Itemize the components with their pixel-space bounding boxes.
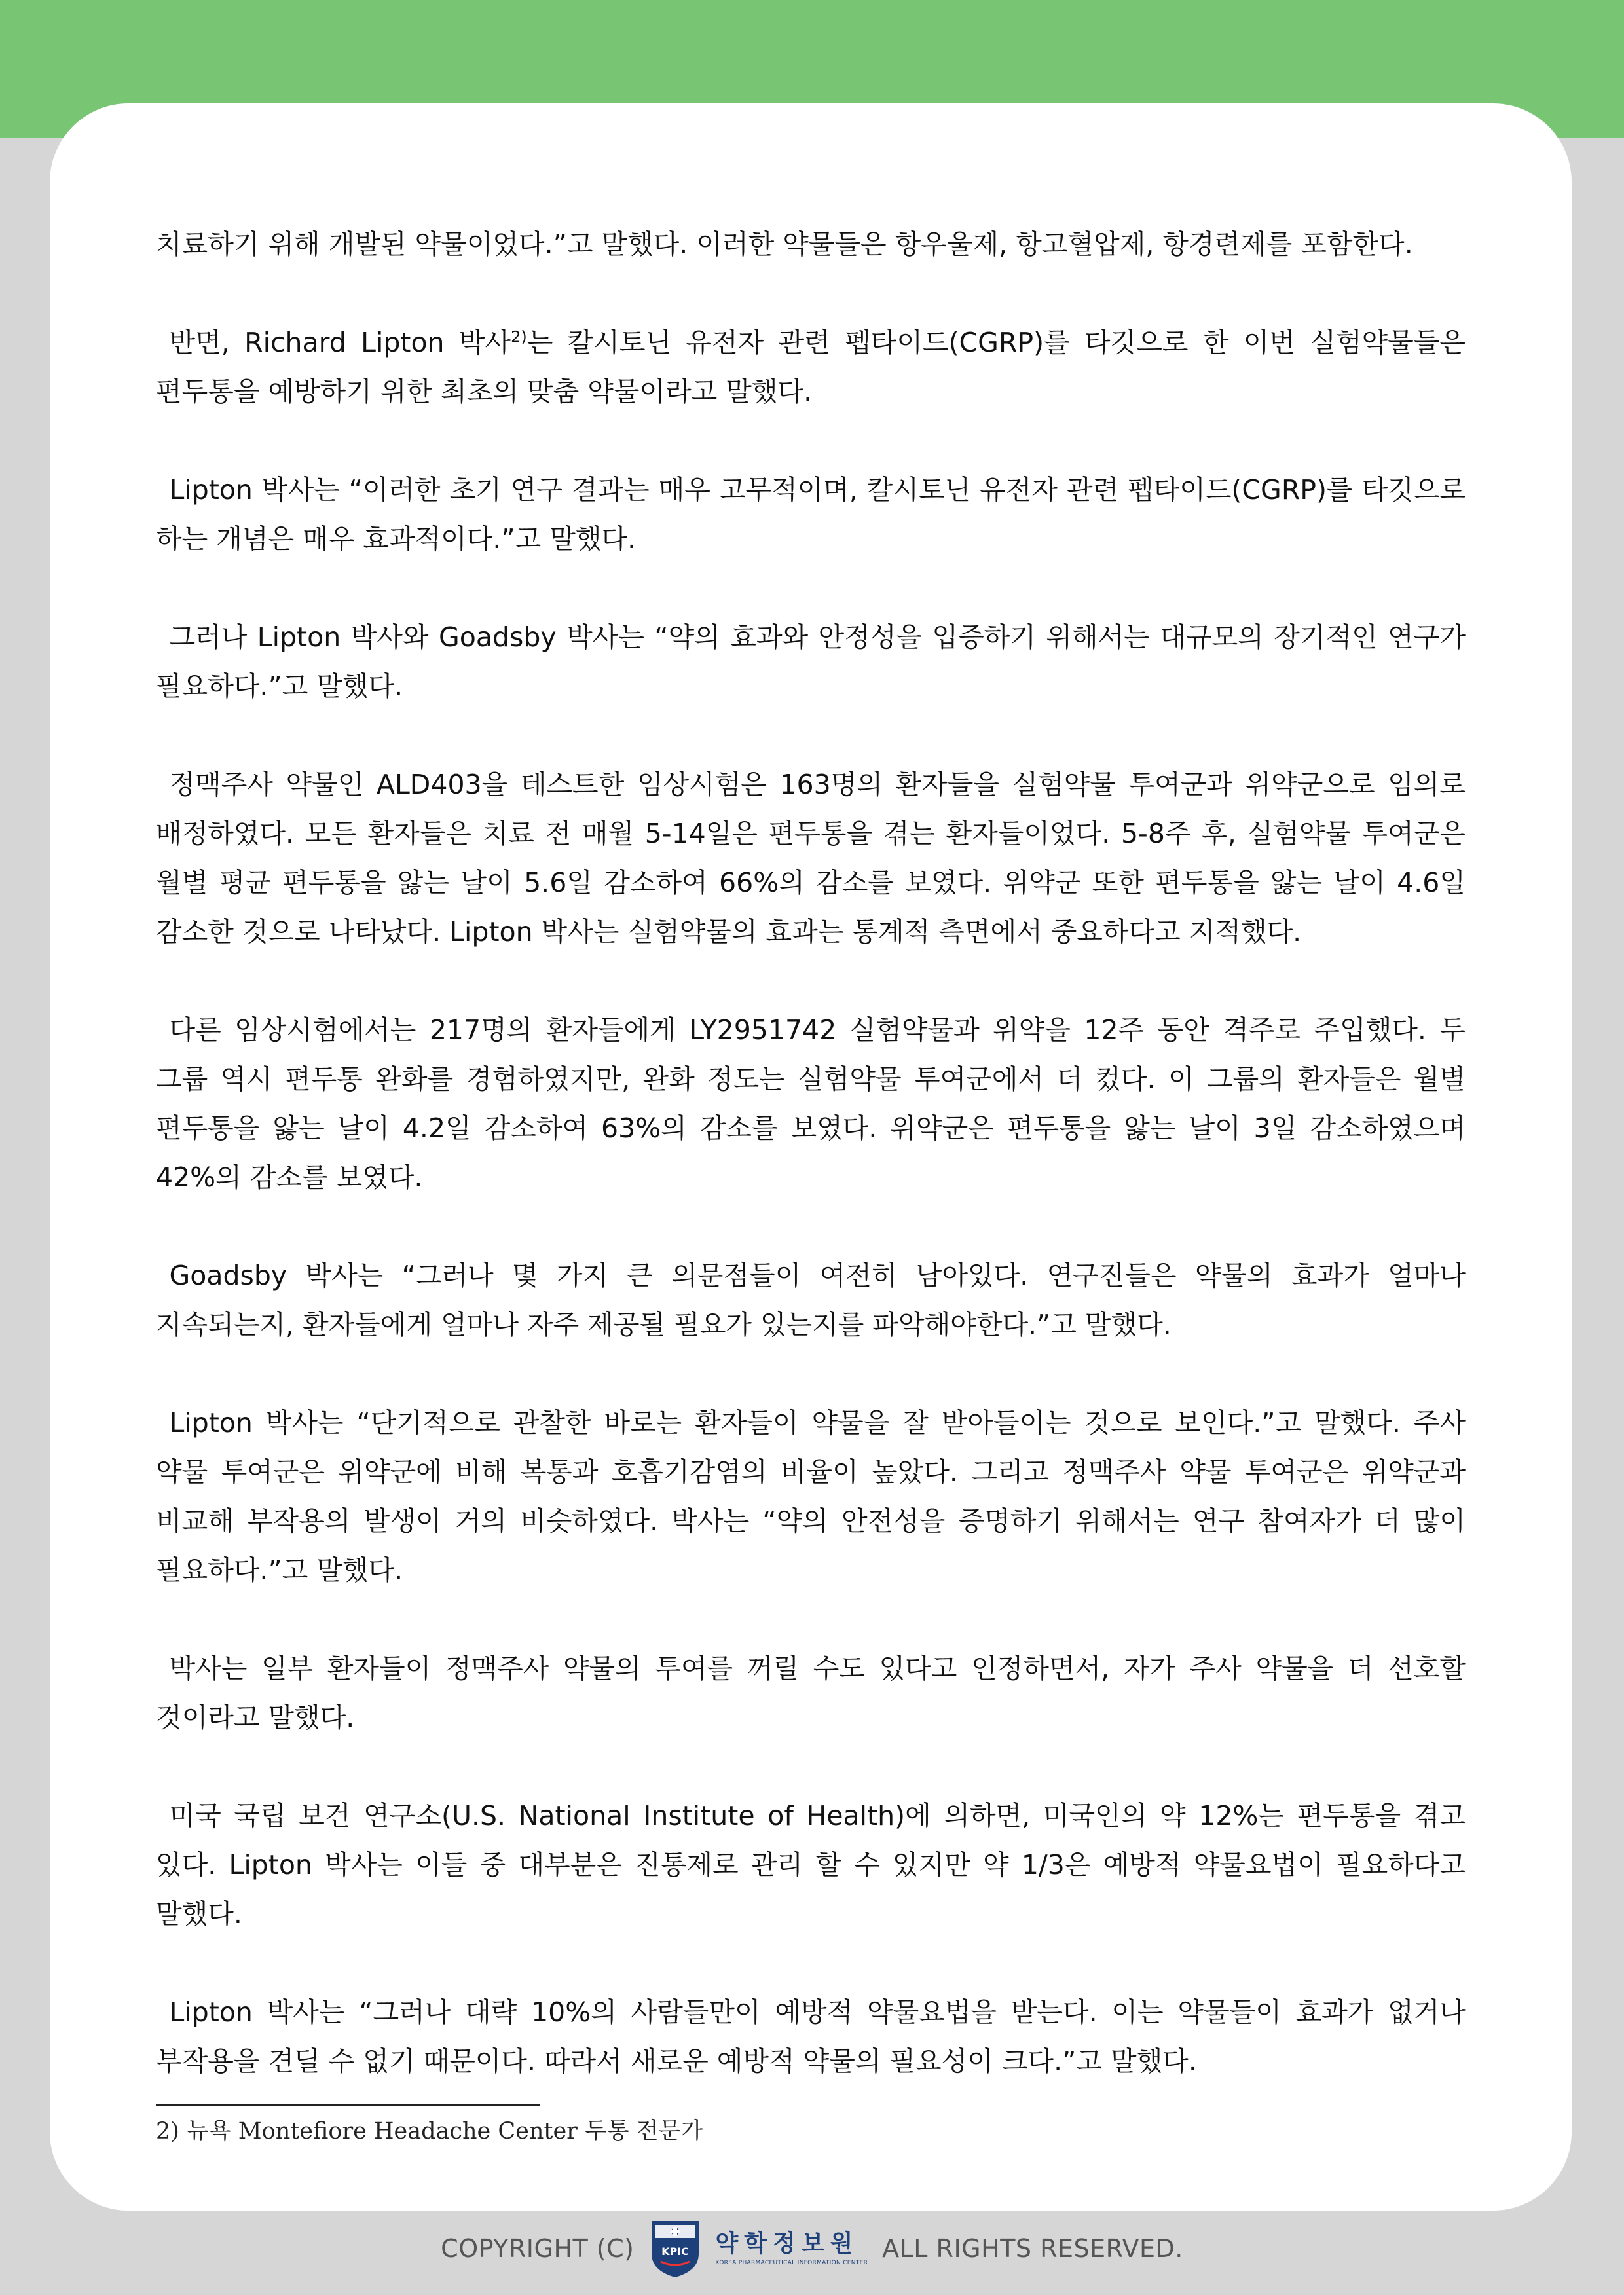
logo-korean-name: 약학정보원: [715, 2230, 859, 2257]
paragraph-2: [156, 318, 1466, 416]
footnote-divider: [156, 2104, 540, 2106]
footnote-2: 2) 뉴욕 Montefiore Headache Center 두통 전문가: [156, 2118, 703, 2144]
kpic-logo-icon: [649, 2218, 701, 2279]
paragraph-4: 그러나 Lipton 박사와 Goadsby 박사는 “약의 효과와 안정성을 입증하기 위해서는 대규모의 장기적인 연구가 필요하다.”고 말했다.: [156, 621, 1466, 702]
logo-name: [716, 2230, 868, 2267]
copyright-text: COPYRIGHT (C): [441, 2234, 635, 2263]
paragraph-1: 치료하기 위해 개발된 약물이었다.”고 말했다. 이러한 약물들은 항우울제, 항고혈압제, 항경련제를 포함한다.: [156, 229, 1413, 260]
document-page: [50, 103, 1572, 2211]
logo-english-name: KOREA PHARMACEUTICAL INFORMATION CENTER: [715, 2260, 868, 2266]
footer: [0, 2216, 1624, 2281]
paragraph-10: 미국 국립 보건 연구소(U.S. National Institute of Health)에 의하면, 미국인의 약 12%는 편두통을 겪고 있다. Lipton 박사는 이들 중 대부분은 진통제로 관리 할 수 있지만 약 1/3은 예방적 약물요법이 필요하다고 말했다.: [156, 1800, 1466, 1930]
paragraph-11: Lipton 박사는 “그러나 대략 10%의 사람들만이 예방적 약물요법을 받는다. 이는 약물들이 효과가 없거나 부작용을 견딜 수 없기 때문이다. 따라서 새로운 예방적 약물의 필요성이 크다.”고 말했다.: [156, 1996, 1466, 2077]
paragraph-2-text-b: 는 칼시토닌 유전자 관련 펩타이드(CGRP)를 타깃으로 한 이번 실험약물들은 편두통을 예방하기 위한 최초의 맞춤 약물이라고 말했다.: [156, 327, 1466, 407]
paragraph-2-text-a: 반면, Richard Lipton 박사: [169, 327, 511, 358]
paragraph-9: 박사는 일부 환자들이 정맥주사 약물의 투여를 꺼릴 수도 있다고 인정하면서, 자가 주사 약물을 더 선호할 것이라고 말했다.: [156, 1653, 1466, 1733]
paragraph-6: 다른 임상시험에서는 217명의 환자들에게 LY2951742 실험약물과 위약을 12주 동안 격주로 주입했다. 두 그룹 역시 편두통 완화를 경험하였지만, 완화 정도는 실험약물 투여군에서 더 컸다. 이 그룹의 환자들은 월별 편두통을 앓는 날이 4.2일 감소하여 63%의 감소를 보였다. 위약군은 편두통을 앓는 날이 3일 감소하였으며 42%의 감소를 보였다.: [156, 1014, 1466, 1193]
paragraph-5: 정맥주사 약물인 ALD403을 테스트한 임상시험은 163명의 환자들을 실험약물 투여군과 위약군으로 임의로 배정하였다. 모든 환자들은 치료 전 매월 5-14일은 편두통을 겪는 환자들이었다. 5-8주 후, 실험약물 투여군은 월별 평균 편두통을 앓는 날이 5.6일 감소하여 66%의 감소를 보였다. 위약군 또한 편두통을 앓는 날이 4.6일 감소한 것으로 나타났다. Lipton 박사는 실험약물의 효과는 통계적 측면에서 중요하다고 지적했다.: [156, 769, 1466, 947]
footnote-ref-2[interactable]: 2): [511, 327, 527, 346]
paragraph-8: Lipton 박사는 “단기적으로 관찰한 바로는 환자들이 약물을 잘 받아들이는 것으로 보인다.”고 말했다. 주사 약물 투여군은 위약군에 비해 복통과 호흡기감염의 비율이 높았다. 그리고 정맥주사 약물 투여군은 위약군과 비교해 부작용의 발생이 거의 비슷하였다. 박사는 “약의 안전성을 증명하기 위해서는 연구 참여자가 더 많이 필요하다.”고 말했다.: [156, 1407, 1466, 1586]
paragraph-7: Goadsby 박사는 “그러나 몇 가지 큰 의문점들이 여전히 남아있다. 연구진들은 약물의 효과가 얼마나 지속되는지, 환자들에게 얼마나 자주 제공될 필요가 있는지를 파악해야한다.”고 말했다.: [156, 1260, 1466, 1340]
logo-badge-text: KPIC: [661, 2245, 689, 2258]
paragraph-3: Lipton 박사는 “이러한 초기 연구 결과는 매우 고무적이며, 칼시토닌 유전자 관련 펩타이드(CGRP)를 타깃으로 하는 개념은 매우 효과적이다.”고 말했다.: [156, 474, 1466, 555]
rights-text: ALL RIGHTS RESERVED.: [882, 2234, 1183, 2263]
